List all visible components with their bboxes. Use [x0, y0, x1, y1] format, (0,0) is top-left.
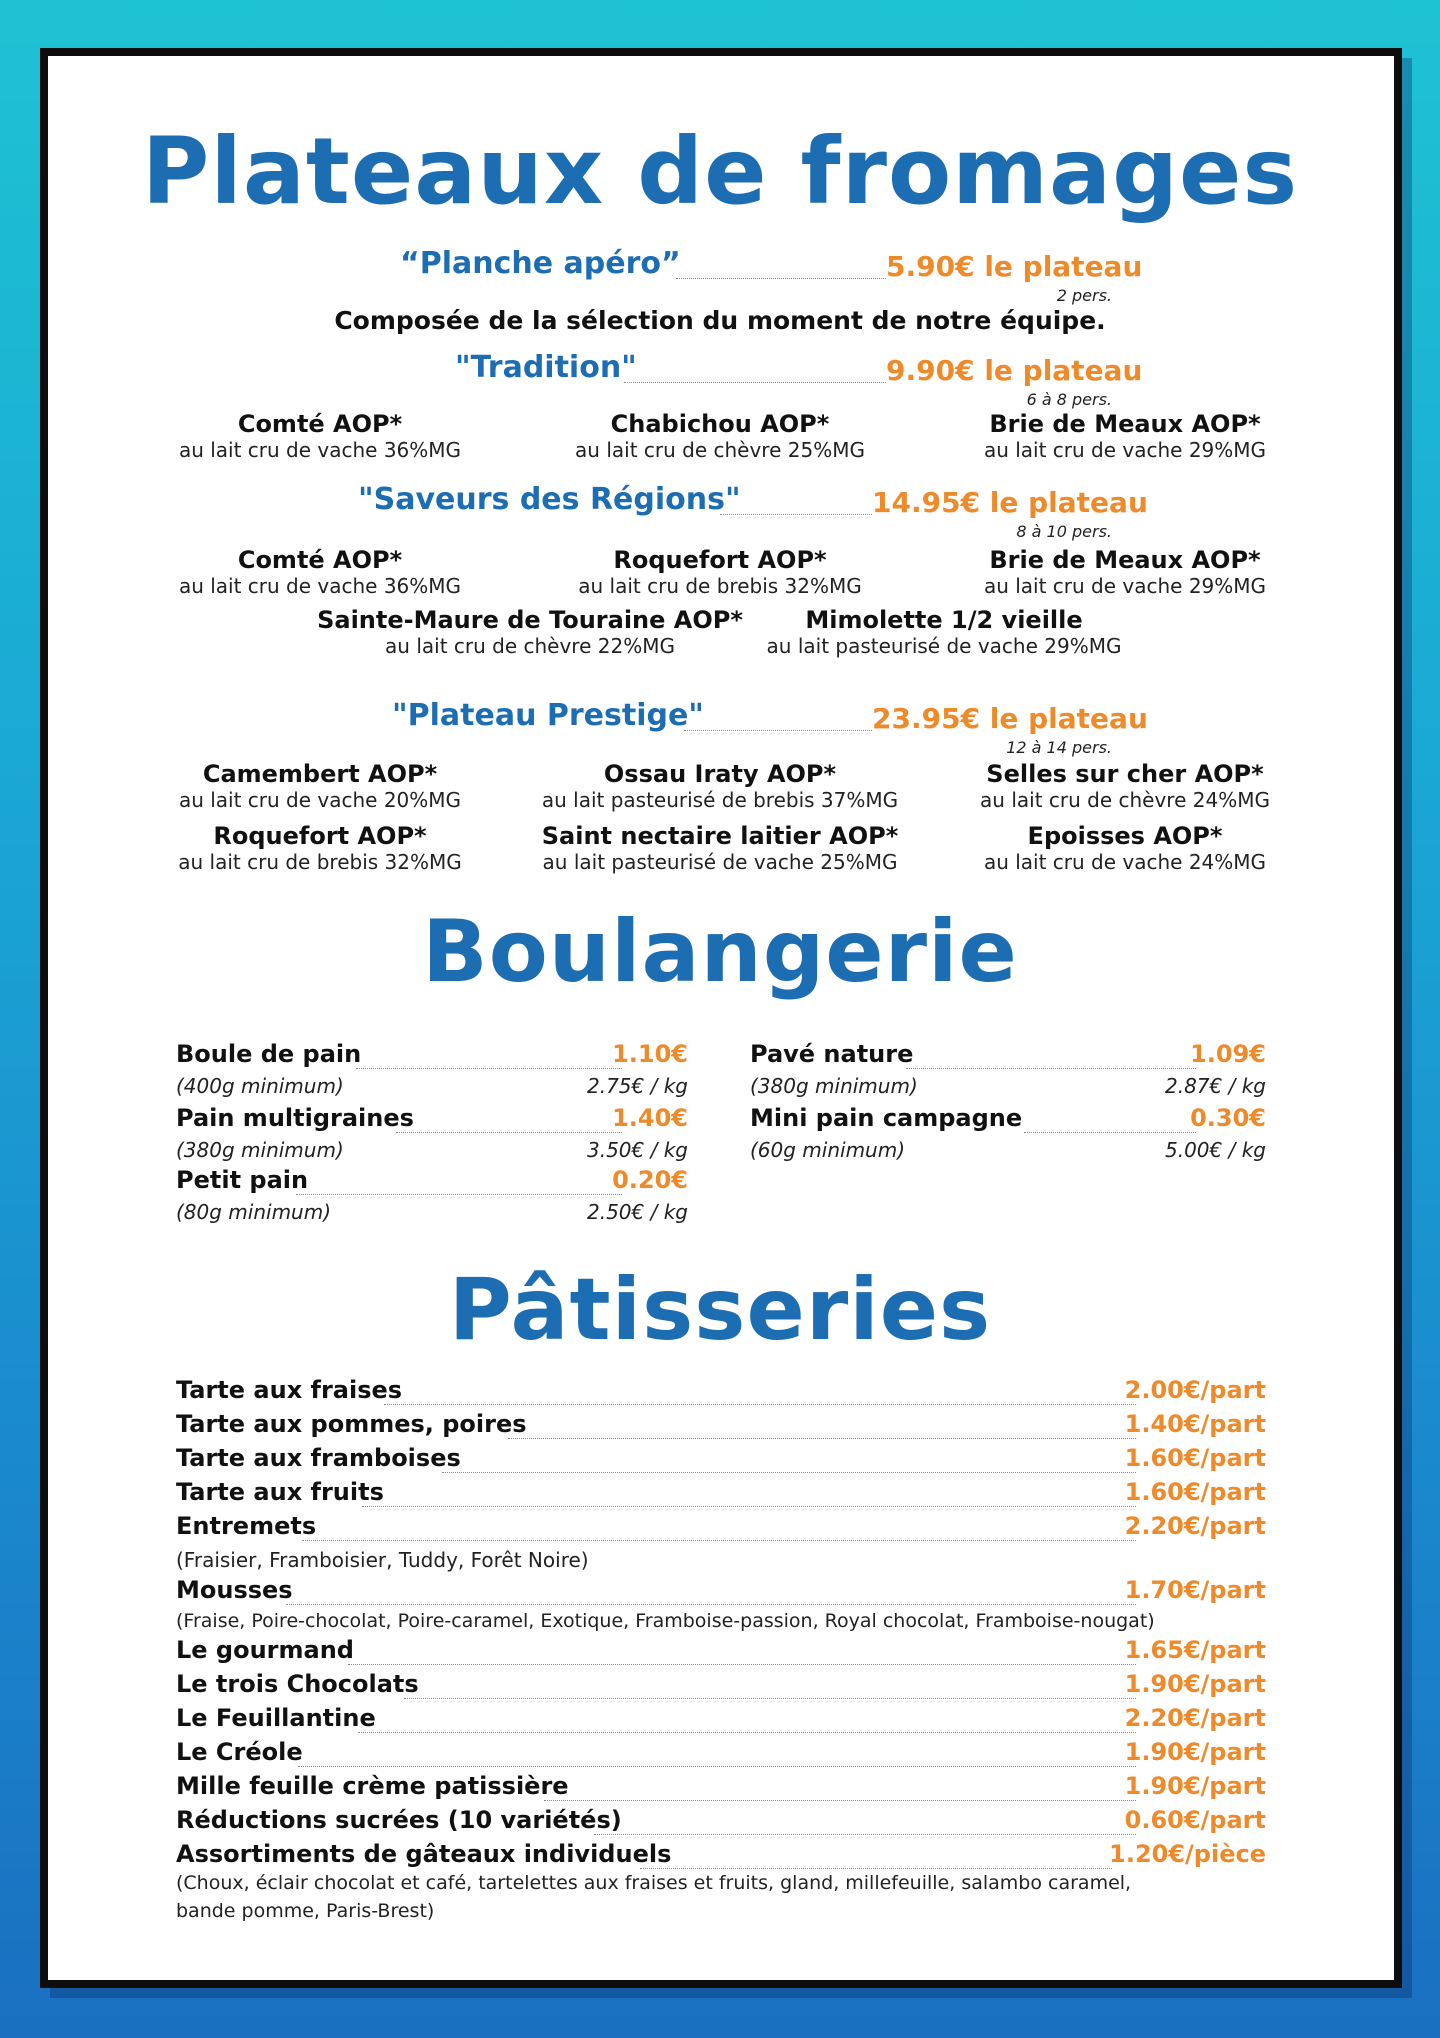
pastry-name: Le trois Chocolats: [176, 1670, 419, 1698]
pastry-note: (Fraisier, Framboisier, Tuddy, Forêt Noire): [176, 1548, 589, 1572]
pastry-leader: [544, 1800, 1136, 1801]
bread-name: Petit pain: [176, 1166, 309, 1194]
pastry-name: Assortiments de gâteaux individuels: [176, 1840, 672, 1868]
bread-name: Mini pain campagne: [750, 1104, 1023, 1132]
prestige-item: [945, 760, 1305, 812]
pastry-leader: [508, 1438, 1136, 1439]
pastry-leader: [640, 1868, 1112, 1869]
bread-name: Boule de pain: [176, 1040, 362, 1068]
bread-name: Pain multigraines: [176, 1104, 414, 1132]
pastry-price: 1.90€/part: [1124, 1772, 1266, 1800]
pastry-name: Mille feuille crème patissière: [176, 1772, 569, 1800]
pastry-name: Entremets: [176, 1512, 317, 1540]
apero-desc: Composée de la sélection du moment de notre équipe.: [334, 306, 1106, 335]
pastry-price: 1.70€/part: [1124, 1576, 1266, 1604]
tradition-leader: [624, 382, 886, 383]
cheese-name: Sainte-Maure de Touraine AOP*: [317, 606, 743, 634]
pastry-leader: [384, 1404, 1136, 1405]
cheese-name: Brie de Meaux AOP*: [989, 410, 1261, 438]
bread-kg: 2.50€ / kg: [587, 1200, 688, 1224]
pastry-name: Tarte aux framboises: [176, 1444, 461, 1472]
cheese-name: Roquefort AOP*: [613, 546, 827, 574]
cheese-desc: au lait cru de chèvre 24%MG: [980, 788, 1270, 812]
bread-note: (400g minimum): [176, 1074, 344, 1098]
saveurs-item: [945, 546, 1305, 598]
pastry-name: Le gourmand: [176, 1636, 354, 1664]
pastry-price: 2.00€/part: [1124, 1376, 1266, 1404]
cheese-desc: au lait cru de brebis 32%MG: [578, 574, 862, 598]
prestige-item: [510, 760, 930, 812]
saveurs-name: "Saveurs des Régions": [358, 482, 741, 517]
pastry-leader: [594, 1834, 1136, 1835]
bread-kg: 2.87€ / kg: [1165, 1074, 1266, 1098]
bread-price: 1.40€: [612, 1104, 688, 1132]
pastry-name: Le Feuillantine: [176, 1704, 376, 1732]
cheese-desc: au lait cru de chèvre 25%MG: [575, 438, 865, 462]
cheese-desc: au lait cru de vache 24%MG: [983, 850, 1267, 874]
pastry-note: bande pomme, Paris-Brest): [176, 1900, 435, 1922]
pastry-leader: [362, 1506, 1136, 1507]
prestige-price: 23.95€ le plateau: [872, 702, 1148, 735]
cheese-desc: au lait cru de vache 36%MG: [178, 438, 462, 462]
saveurs-item: [310, 606, 750, 658]
bread-price: 0.30€: [1190, 1104, 1266, 1132]
bread-leader: [296, 1194, 622, 1195]
bread-note: (60g minimum): [750, 1138, 906, 1162]
saveurs-leader: [720, 514, 872, 515]
cheese-name: Epoisses AOP*: [1027, 822, 1223, 850]
cheese-desc: au lait cru de vache 29%MG: [983, 438, 1267, 462]
prestige-item: [945, 822, 1305, 874]
pastry-price: 1.40€/part: [1124, 1410, 1266, 1438]
cheese-name: Comté AOP*: [237, 546, 403, 574]
saveurs-item: [140, 546, 500, 598]
bread-note: (380g minimum): [750, 1074, 918, 1098]
pastry-name: Mousses: [176, 1576, 293, 1604]
pastry-leader: [302, 1540, 1136, 1541]
pastry-name: Tarte aux fruits: [176, 1478, 384, 1506]
cheese-name: Camembert AOP*: [202, 760, 438, 788]
cheese-name: Chabichou AOP*: [610, 410, 830, 438]
cheese-desc: au lait cru de vache 29%MG: [983, 574, 1267, 598]
bread-leader: [906, 1068, 1196, 1069]
cheese-name: Selles sur cher AOP*: [986, 760, 1264, 788]
cheese-desc: au lait cru de brebis 32%MG: [178, 850, 462, 874]
prestige-name: "Plateau Prestige": [392, 698, 704, 733]
pastry-price: 1.60€/part: [1124, 1478, 1266, 1506]
bread-note: (80g minimum): [176, 1200, 332, 1224]
bread-kg: 5.00€ / kg: [1165, 1138, 1266, 1162]
bread-leader: [396, 1132, 622, 1133]
pastry-price: 1.65€/part: [1124, 1636, 1266, 1664]
bread-leader: [1024, 1132, 1196, 1133]
apero-pers: 2 pers.: [1056, 286, 1112, 305]
boulangerie-title: Boulangerie: [422, 902, 1018, 1002]
cheese-desc: au lait pasteurisé de vache 29%MG: [766, 634, 1122, 658]
cheese-name: Ossau Iraty AOP*: [603, 760, 837, 788]
pastry-name: Tarte aux fraises: [176, 1376, 403, 1404]
pastry-leader: [358, 1732, 1136, 1733]
apero-price: 5.90€ le plateau: [886, 250, 1143, 283]
pastry-leader: [442, 1472, 1136, 1473]
tradition-pers: 6 à 8 pers.: [1026, 390, 1112, 409]
bread-note: (380g minimum): [176, 1138, 344, 1162]
pastry-price: 1.90€/part: [1124, 1738, 1266, 1766]
saveurs-item: [540, 546, 900, 598]
prestige-item: [140, 760, 500, 812]
cheese-name: Brie de Meaux AOP*: [989, 546, 1261, 574]
bread-price: 0.20€: [612, 1166, 688, 1194]
saveurs-pers: 8 à 10 pers.: [1016, 522, 1112, 541]
bread-kg: 2.75€ / kg: [587, 1074, 688, 1098]
pastry-note: (Fraise, Poire-chocolat, Poire-caramel, Exotique, Framboise-passion, Royal chocolat, Framboise-nougat): [176, 1610, 1155, 1632]
pastry-name: Réductions sucrées (10 variétés): [176, 1806, 622, 1834]
prestige-item: [140, 822, 500, 874]
bread-price: 1.10€: [612, 1040, 688, 1068]
cheese-desc: au lait pasteurisé de brebis 37%MG: [541, 788, 899, 812]
tradition-name: "Tradition": [455, 350, 637, 385]
saveurs-item: [744, 606, 1144, 658]
cheese-name: Saint nectaire laitier AOP*: [541, 822, 899, 850]
prestige-item: [510, 822, 930, 874]
pastry-name: Tarte aux pommes, poires: [176, 1410, 527, 1438]
prestige-leader: [684, 730, 872, 731]
cheese-desc: au lait pasteurisé de vache 25%MG: [542, 850, 898, 874]
pastry-price: 2.20€/part: [1124, 1512, 1266, 1540]
pastry-price: 0.60€/part: [1124, 1806, 1266, 1834]
tradition-item: [540, 410, 900, 462]
tradition-item: [945, 410, 1305, 462]
bread-price: 1.09€: [1190, 1040, 1266, 1068]
apero-name: “Planche apéro”: [400, 246, 681, 281]
pastry-leader: [348, 1664, 1136, 1665]
pastry-price: 2.20€/part: [1124, 1704, 1266, 1732]
pastry-price: 1.60€/part: [1124, 1444, 1266, 1472]
bread-kg: 3.50€ / kg: [587, 1138, 688, 1162]
cheese-desc: au lait cru de chèvre 22%MG: [385, 634, 675, 658]
cheese-name: Comté AOP*: [237, 410, 403, 438]
pastry-name: Le Créole: [176, 1738, 303, 1766]
fromages-title: Plateaux de fromages: [141, 118, 1299, 225]
apero-leader: [676, 278, 886, 279]
prestige-pers: 12 à 14 pers.: [1006, 738, 1112, 757]
pastry-leader: [404, 1698, 1136, 1699]
pastry-price: 1.20€/pièce: [1109, 1840, 1266, 1868]
saveurs-price: 14.95€ le plateau: [872, 486, 1148, 519]
pastry-price: 1.90€/part: [1124, 1670, 1266, 1698]
pastry-note: (Choux, éclair chocolat et café, tartelettes aux fraises et fruits, gland, millefeuille, salambo caramel,: [176, 1872, 1132, 1894]
cheese-name: Roquefort AOP*: [213, 822, 427, 850]
bread-name: Pavé nature: [750, 1040, 914, 1068]
cheese-name: Mimolette 1/2 vieille: [805, 606, 1083, 634]
cheese-desc: au lait cru de vache 36%MG: [178, 574, 462, 598]
pastry-leader: [298, 1766, 1136, 1767]
tradition-item: [140, 410, 500, 462]
tradition-price: 9.90€ le plateau: [886, 354, 1143, 387]
patisseries-title: Pâtisseries: [448, 1260, 992, 1360]
bread-leader: [356, 1068, 622, 1069]
pastry-leader: [286, 1604, 1136, 1605]
cheese-desc: au lait cru de vache 20%MG: [178, 788, 462, 812]
